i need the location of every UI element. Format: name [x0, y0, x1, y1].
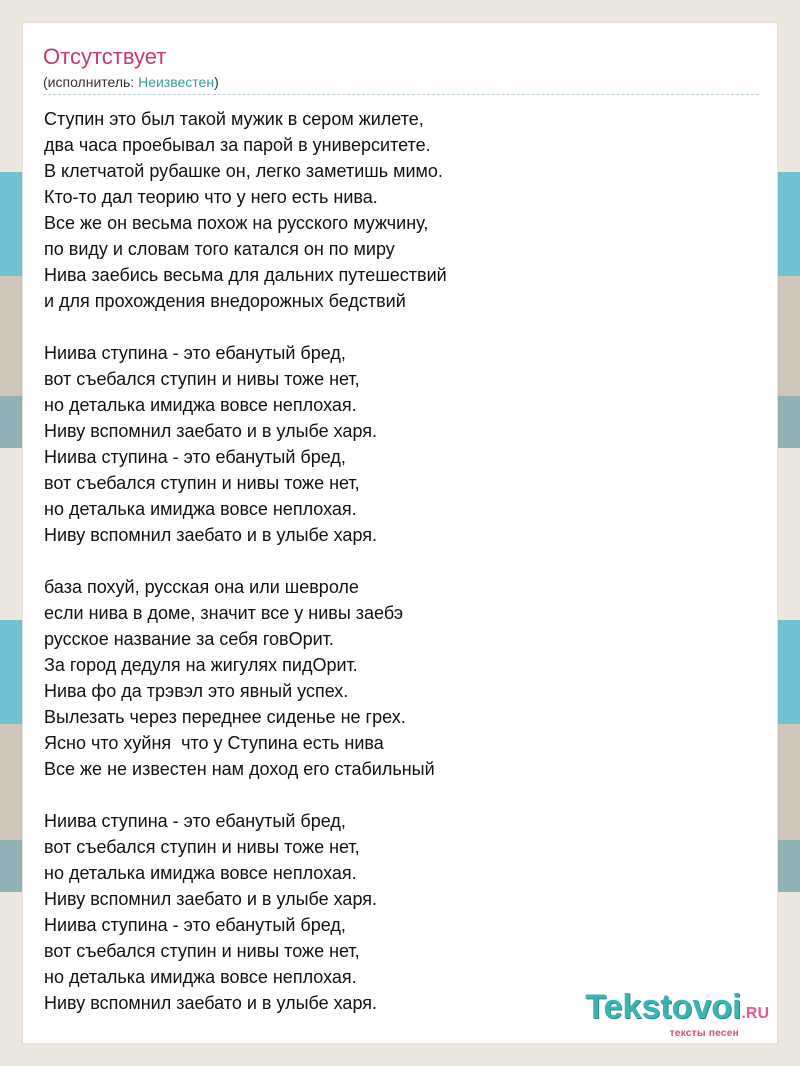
lyrics-line: вот съебался ступин и нивы тоже нет, [44, 837, 360, 857]
lyrics-body [44, 106, 744, 1016]
lyrics-line: Ниву вспомнил заебато и в улыбе харя. [44, 993, 377, 1013]
song-title: Отсутствует [43, 44, 167, 69]
lyrics-line: русское название за себя говОрит. [44, 629, 334, 649]
lyrics-line: и для прохождения внедорожных бедствий [44, 291, 406, 311]
lyrics-line: но деталька имиджа вовсе неплохая. [44, 499, 357, 519]
lyrics-line: если нива в доме, значит все у нивы заебэ [44, 603, 404, 623]
lyrics-line: Ниву вспомнил заебато и в улыбе харя. [44, 421, 377, 441]
lyrics-line: но деталька имиджа вовсе неплохая. [44, 395, 357, 415]
logo-domain: .RU [741, 1005, 769, 1022]
lyrics-blank-line [44, 314, 744, 340]
site-logo[interactable] [585, 989, 769, 1039]
lyrics-card [22, 22, 778, 1044]
lyrics-line: вот съебался ступин и нивы тоже нет, [44, 473, 360, 493]
lyrics-line: но деталька имиджа вовсе неплохая. [44, 967, 357, 987]
artist-suffix: ) [214, 74, 219, 90]
lyrics-line: Все же не известен нам доход его стабильный [44, 759, 435, 779]
lyrics-line: вот съебался ступин и нивы тоже нет, [44, 369, 360, 389]
lyrics-line: Ниива ступина - это ебанутый бред, [44, 447, 346, 467]
lyrics-line: база похуй, русская она или шевроле [44, 577, 359, 597]
divider [43, 94, 759, 95]
lyrics-line: по виду и словам того катался он по миру [44, 239, 395, 259]
lyrics-line: Ниива ступина - это ебанутый бред, [44, 811, 346, 831]
lyrics-line: Ниву вспомнил заебато и в улыбе харя. [44, 889, 377, 909]
lyrics-blank-line [44, 782, 744, 808]
lyrics-blank-line [44, 548, 744, 574]
artist-link[interactable]: Неизвестен [138, 74, 215, 90]
lyrics-line: За город дедуля на жигулях пидОрит. [44, 655, 358, 675]
lyrics-line: В клетчатой рубашке он, легко заметишь мимо. [44, 161, 443, 181]
lyrics-line: Ступин это был такой мужик в сером жилете, [44, 109, 424, 129]
logo-tagline: тексты песен [669, 1028, 739, 1039]
lyrics-line: вот съебался ступин и нивы тоже нет, [44, 941, 360, 961]
lyrics-line: Нива фо да трэвэл это явный успех. [44, 681, 349, 701]
lyrics-line: но деталька имиджа вовсе неплохая. [44, 863, 357, 883]
lyrics-line: Ниива ступина - это ебанутый бред, [44, 915, 346, 935]
lyrics-line: Ниву вспомнил заебато и в улыбе харя. [44, 525, 377, 545]
lyrics-line: Все же он весьма похож на русского мужчину, [44, 213, 429, 233]
logo-wordmark [585, 989, 769, 1032]
lyrics-line: Ниива ступина - это ебанутый бред, [44, 343, 346, 363]
lyrics-line: два часа проебывал за парой в университете. [44, 135, 431, 155]
lyrics-line: Ясно что хуйня что у Ступина есть нива [44, 733, 384, 753]
lyrics-line: Вылезать через переднее сиденье не грех. [44, 707, 406, 727]
lyrics-line: Нива заебись весьма для дальних путешествий [44, 265, 447, 285]
lyrics-line: Кто-то дал теорию что у него есть нива. [44, 187, 378, 207]
artist-prefix: (исполнитель: [43, 74, 139, 90]
logo-main-text: Tekstovoi [585, 988, 742, 1026]
artist-line [43, 73, 219, 91]
